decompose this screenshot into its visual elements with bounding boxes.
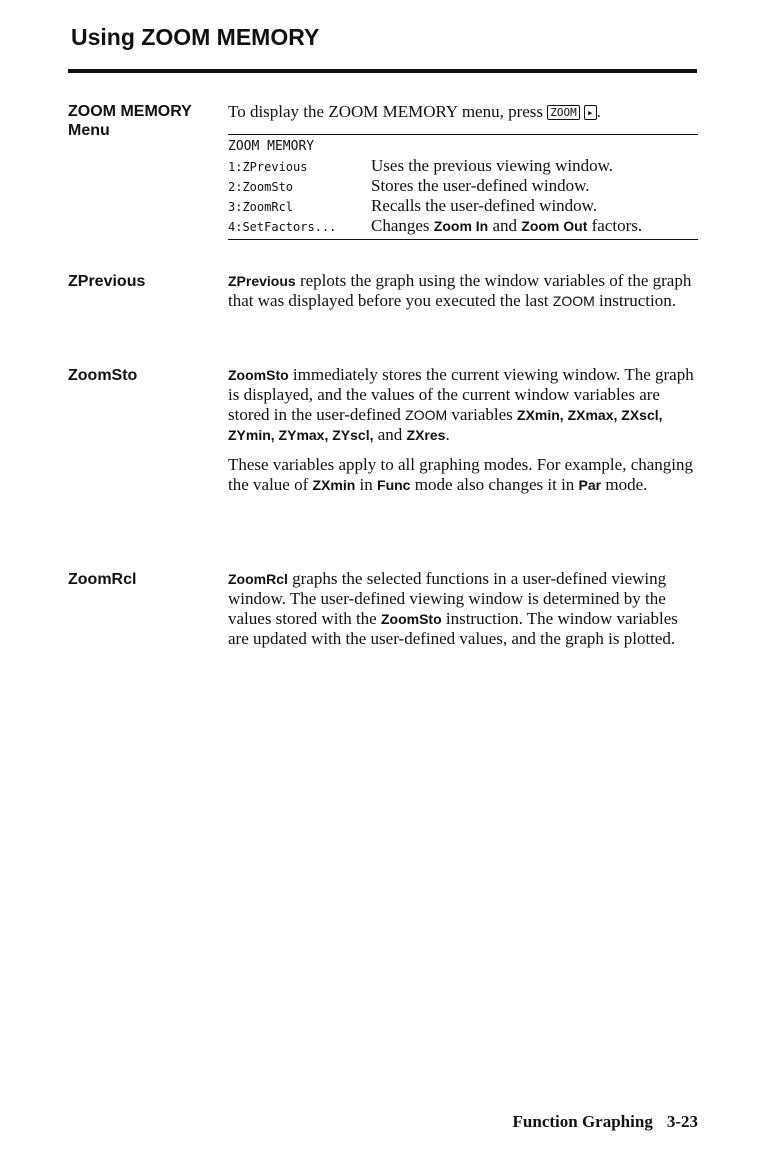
text: mode also changes it in [410, 475, 579, 494]
menu-row [228, 156, 698, 176]
text: immediately stores the current viewing window. The graph is displayed, and the values of the current window variables are stored in the user-defined [228, 365, 694, 424]
keyword: Func [377, 477, 411, 493]
keyword: ZoomSto [380, 611, 442, 627]
section-label-line2: Menu [68, 122, 110, 139]
keyword: Par [578, 477, 602, 493]
zoom-memory-menu-table [228, 134, 698, 240]
zoom-word: ZOOM [552, 293, 595, 309]
menu-item-desc [371, 216, 642, 236]
text: These variables apply to all graphing modes. For example, changing the value of [228, 455, 694, 494]
text: instruction. The window variables are updated with the user-defined values, and the graph is plotted. [228, 609, 678, 648]
section-label-line1: ZOOM MEMORY [68, 103, 192, 120]
variable-list: ZXmin, ZXmax, ZXscl, ZYmin, ZYmax, ZYscl, [228, 407, 663, 443]
text: in [355, 475, 378, 494]
zoomsto-body [228, 365, 698, 505]
variable-zxres: ZXres [406, 427, 446, 443]
section-label-zoomsto: ZoomSto [68, 367, 138, 384]
page-title: Using ZOOM MEMORY [71, 24, 320, 50]
keyword: ZXmin [312, 477, 356, 493]
menu-item-desc: Uses the previous viewing window. [371, 156, 614, 175]
desc-keyword: Zoom Out [521, 218, 588, 234]
zoomrcl-paragraph [228, 569, 698, 649]
desc-text: factors. [587, 216, 643, 235]
keyword: ZoomSto [228, 367, 289, 383]
zoomsto-paragraph-1 [228, 365, 698, 445]
keyword: ZoomRcl [228, 571, 288, 587]
section-label-zoomrcl: ZoomRcl [68, 571, 137, 588]
zoom-key: ZOOM [547, 105, 580, 120]
text: variables [447, 405, 518, 424]
text: graphs the selected functions in a user-defined viewing window. The user-defined viewing window is determined by the values stored with the [228, 569, 667, 628]
right-arrow-key-icon: ▸ [584, 105, 597, 120]
text: . [445, 425, 450, 444]
menu-intro-text: To display the ZOOM MEMORY menu, press [228, 102, 544, 121]
zoom-word: ZOOM [405, 407, 448, 423]
menu-item-desc: Stores the user-defined window. [371, 176, 590, 195]
text: instruction. [594, 291, 676, 310]
zprevious-body [228, 271, 698, 321]
page-footer [513, 1112, 698, 1132]
menu-table-title: ZOOM MEMORY [228, 139, 315, 154]
menu-item-desc: Recalls the user-defined window. [371, 196, 598, 215]
desc-text: Changes [371, 216, 434, 235]
title-rule [68, 69, 697, 73]
menu-intro-end: . [596, 102, 601, 121]
zprevious-paragraph [228, 271, 698, 311]
section-label-zprevious: ZPrevious [68, 273, 146, 290]
section-label-menu [68, 102, 218, 140]
zoomrcl-body [228, 569, 698, 659]
menu-item-name: 1:ZPrevious [228, 160, 308, 174]
menu-item-name: 4:SetFactors... [228, 220, 337, 234]
text: mode. [601, 475, 648, 494]
text: replots the graph using the window variables of the graph that was displayed before you executed the last [228, 271, 692, 310]
menu-row [228, 196, 698, 216]
footer-page-number: 3-23 [666, 1112, 698, 1131]
menu-item-name: 2:ZoomSto [228, 180, 294, 194]
desc-text: and [488, 216, 522, 235]
desc-keyword: Zoom In [433, 218, 489, 234]
zoomsto-paragraph-2 [228, 455, 698, 495]
keyword: ZPrevious [228, 273, 296, 289]
menu-row [228, 216, 698, 236]
footer-chapter: Function Graphing [512, 1112, 653, 1131]
menu-row [228, 176, 698, 196]
menu-item-name: 3:ZoomRcl [228, 200, 294, 214]
menu-intro [228, 102, 698, 122]
text: and [373, 425, 407, 444]
